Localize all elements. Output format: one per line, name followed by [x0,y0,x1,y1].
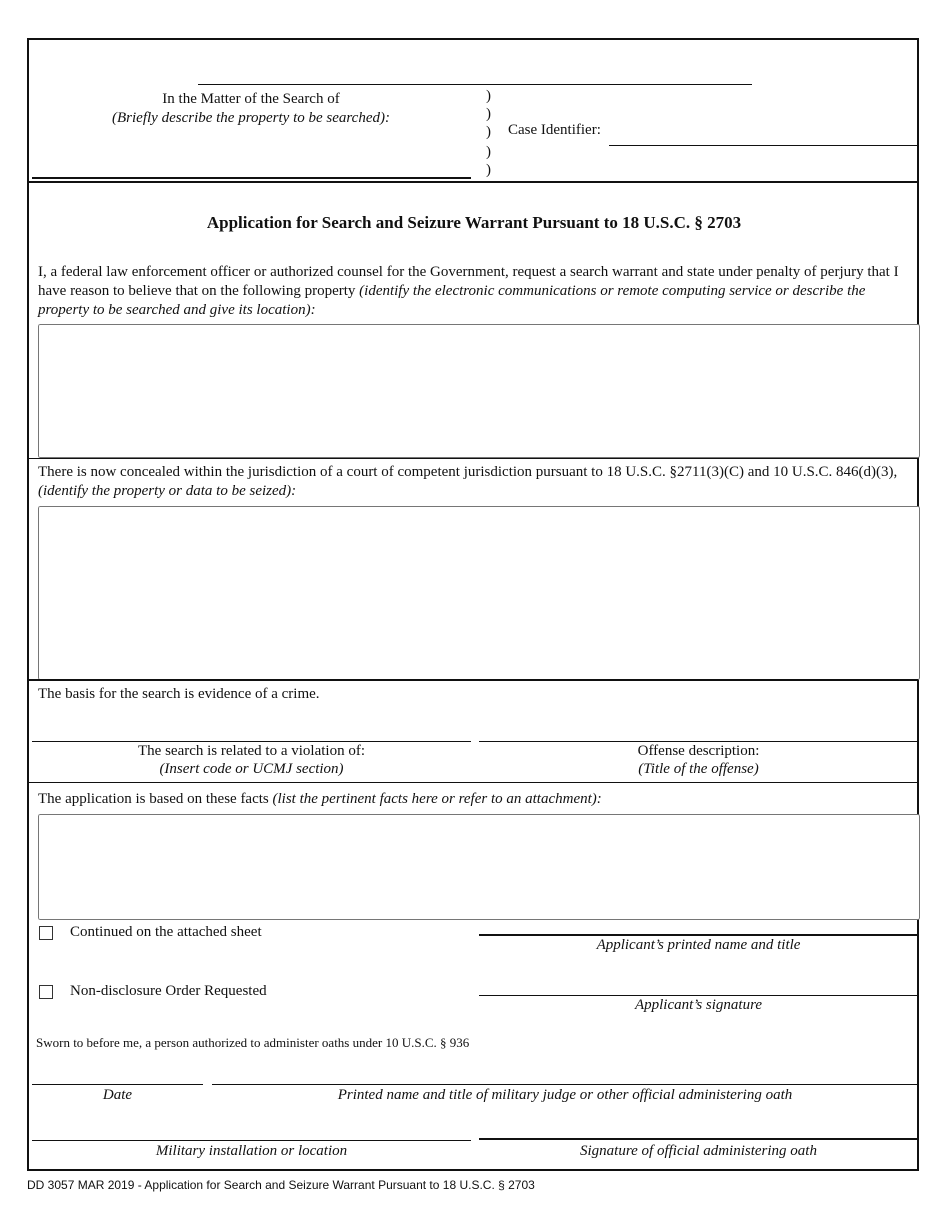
location-caption: Military installation or location [155,1143,348,1159]
location-line [32,1140,471,1141]
case-identifier-input[interactable] [612,124,916,146]
location-input[interactable] [34,1117,472,1139]
property-description-input[interactable] [38,324,920,458]
nondisclosure-label: Non-disclosure Order Requested [70,983,267,999]
applicant-signature-line [479,995,918,996]
facts-paragraph [38,790,916,809]
paren-3: ) [486,124,491,140]
official-signature-line [479,1138,918,1140]
applicant-signature-caption: Applicant’s signature [634,997,763,1013]
paren-4: ) [486,144,491,160]
paren-1: ) [486,88,491,104]
nondisclosure-checkbox[interactable] [39,985,53,999]
date-input[interactable] [34,1062,204,1084]
property-seized-input[interactable] [38,506,920,680]
concealed-text: There is now concealed within the jurisdiction of a court of competent jurisdiction pursuant to 18 U.S.C. §2711(3)(C) and 10 U.S.C. 846(d)(3), [38,464,898,480]
section-divider-3 [28,782,918,783]
offense-line [479,741,918,742]
facts-text: The application is based on these facts [38,791,273,807]
intro-paragraph [38,263,916,320]
intro-text: I, a federal law enforcement officer or authorized counsel for the Government, request a search warrant and state under penalty of perjury that I have reason to believe that on the following property [38,264,899,299]
continued-label: Continued on the attached sheet [70,924,262,940]
matter-title: In the Matter of the Search of [162,91,340,107]
violation-input[interactable] [34,718,472,740]
offense-label: Offense description: [637,743,760,759]
matter-instruction: (Briefly describe the property to be searched): [112,110,390,126]
intro-instruction: (identify the electronic communications or remote computing service or describe the property to be searched and give its location): [38,283,866,318]
date-line [32,1084,203,1085]
paren-2: ) [486,106,491,122]
basis-statement: The basis for the search is evidence of a crime. [38,686,320,702]
matter-top-line [198,84,752,85]
case-identifier-label: Case Identifier: [508,122,601,138]
judge-name-caption: Printed name and title of military judge or other official administering oath [337,1087,793,1103]
violation-instruction: (Insert code or UCMJ section) [159,761,344,777]
applicant-name-input[interactable] [482,912,918,934]
facts-instruction: (list the pertinent facts here or refer to an attachment): [272,791,602,807]
official-signature-input[interactable] [482,1116,918,1138]
judge-name-line [212,1084,918,1085]
concealed-paragraph [38,463,916,501]
form-title: Application for Search and Seizure Warrant Pursuant to 18 U.S.C. § 2703 [206,213,742,232]
applicant-name-line [479,934,918,936]
form-footer: DD 3057 MAR 2019 - Application for Search and Seizure Warrant Pursuant to 18 U.S.C. § 2703 [27,1178,535,1192]
matter-bottom-line [32,177,471,179]
matter-description-input[interactable] [34,140,472,172]
applicant-signature-input[interactable] [482,972,918,994]
offense-instruction: (Title of the offense) [638,761,759,777]
official-signature-caption: Signature of official administering oath [580,1143,817,1159]
offense-input[interactable] [482,718,918,740]
concealed-instruction: (identify the property or data to be seized): [38,483,297,499]
section-divider-1 [28,458,918,459]
facts-input[interactable] [38,814,920,920]
header-divider [28,181,918,183]
violation-line [32,741,471,742]
violation-label: The search is related to a violation of: [138,743,365,759]
case-identifier-line [609,145,918,146]
applicant-name-caption: Applicant’s printed name and title [596,937,801,953]
continued-checkbox[interactable] [39,926,53,940]
judge-name-input[interactable] [214,1062,918,1084]
date-caption: Date [102,1087,133,1103]
sworn-statement: Sworn to before me, a person authorized to administer oaths under 10 U.S.C. § 936 [36,1035,470,1050]
section-divider-2 [28,679,918,681]
paren-5: ) [486,162,491,178]
